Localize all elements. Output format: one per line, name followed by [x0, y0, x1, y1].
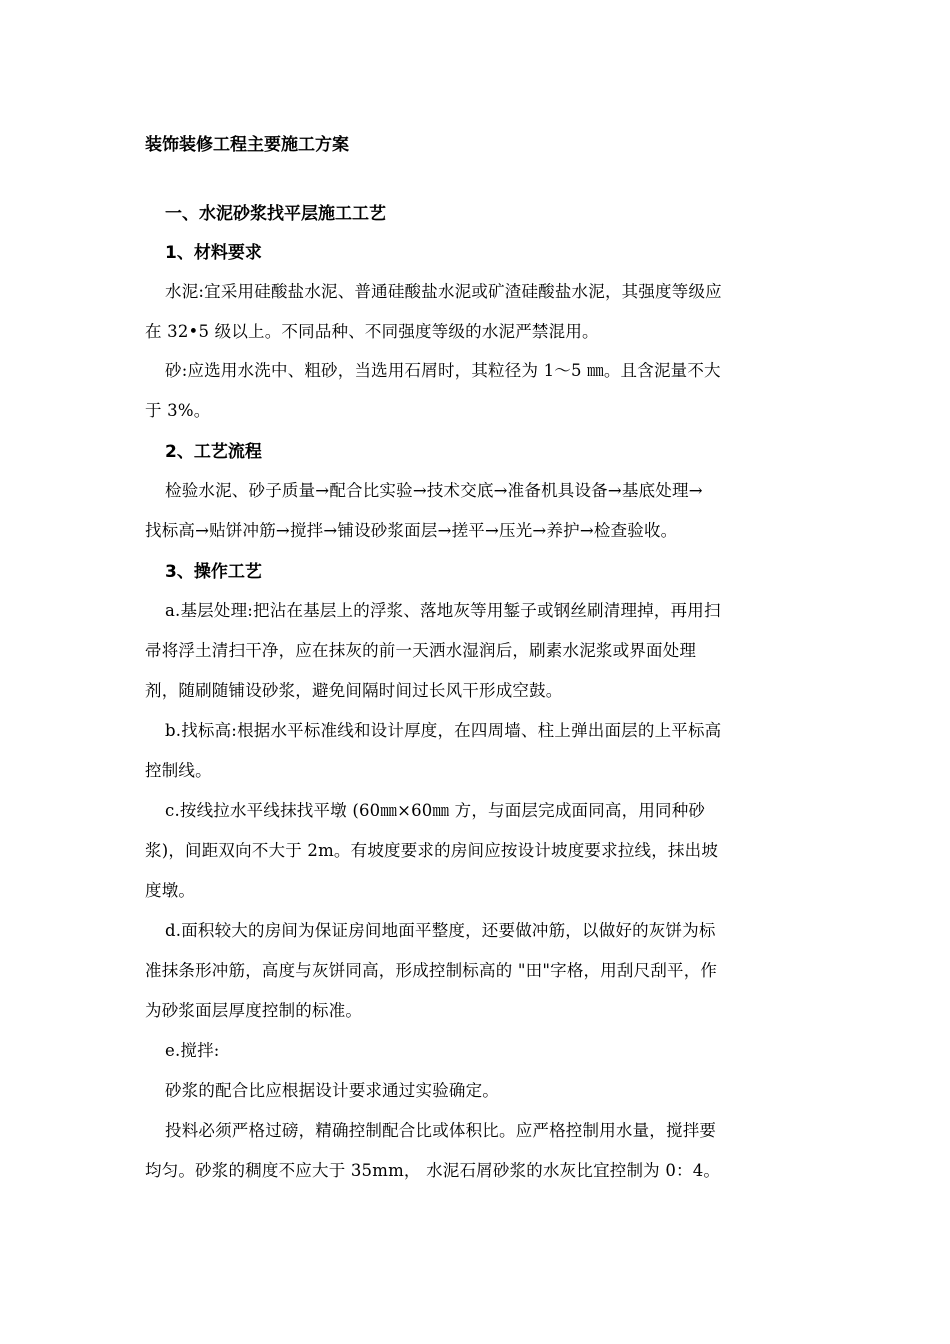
paragraph-b-line-1: b.找标高:根据水平标准线和设计厚度，在四周墙、柱上弹出面层的上平标高 [165, 721, 722, 740]
paragraph-c-line-2: 浆)，间距双向不大于 2m。有坡度要求的房间应按设计坡度要求拉线，抹出坡 [145, 841, 719, 860]
paragraph-flow-line-2: 找标高→贴饼冲筋→搅拌→铺设砂浆面层→搓平→压光→养护→检查验收。 [145, 521, 678, 540]
paragraph-e-line-1: e.搅拌: [165, 1041, 220, 1060]
document-title: 装饰装修工程主要施工方案 [145, 135, 349, 155]
paragraph-c-line-3: 度墩。 [145, 881, 196, 900]
subheading-operation: 3、操作工艺 [165, 562, 262, 582]
paragraph-d-line-2: 准抹条形冲筋，高度与灰饼同高，形成控制标高的 "田"字格，用刮尺刮平，作 [145, 961, 718, 980]
paragraph-a-line-2: 帚将浮土清扫干净，应在抹灰的前一天洒水湿润后，刷素水泥浆或界面处理 [145, 641, 697, 660]
paragraph-e-line-2: 砂浆的配合比应根据设计要求通过实验确定。 [165, 1081, 499, 1100]
paragraph-sand-line-1: 砂:应选用水洗中、粗砂，当选用石屑时，其粒径为 1～5 ㎜。且含泥量不大 [165, 361, 721, 380]
paragraph-e-line-3: 投料必须严格过磅，精确控制配合比或体积比。应严格控制用水量，搅拌要 [165, 1121, 717, 1140]
paragraph-sand-line-2: 于 3%。 [145, 401, 211, 420]
paragraph-e-line-4: 均匀。砂浆的稠度不应大于 35mm， 水泥石屑砂浆的水灰比宜控制为 0：4。 [145, 1161, 721, 1180]
subheading-process-flow: 2、工艺流程 [165, 442, 262, 462]
paragraph-d-line-3: 为砂浆面层厚度控制的标准。 [145, 1001, 363, 1020]
paragraph-d-line-1: d.面积较大的房间为保证房间地面平整度，还要做冲筋，以做好的灰饼为标 [165, 921, 716, 940]
paragraph-cement-line-1: 水泥:宜采用硅酸盐水泥、普通硅酸盐水泥或矿渣硅酸盐水泥，其强度等级应 [165, 282, 722, 301]
paragraph-flow-line-1: 检验水泥、砂子质量→配合比实验→技术交底→准备机具设备→基底处理→ [165, 481, 703, 500]
subheading-materials: 1、材料要求 [165, 243, 262, 263]
paragraph-b-line-2: 控制线。 [145, 761, 212, 780]
paragraph-cement-line-2: 在 32•5 级以上。不同品种、不同强度等级的水泥严禁混用。 [145, 322, 599, 341]
paragraph-a-line-3: 剂，随刷随铺设砂浆，避免间隔时间过长风干形成空鼓。 [145, 681, 563, 700]
paragraph-a-line-1: a.基层处理:把沾在基层上的浮浆、落地灰等用錾子或钢丝刷清理掉，再用扫 [165, 601, 721, 620]
section-heading-1: 一、水泥砂浆找平层施工工艺 [165, 204, 386, 224]
paragraph-c-line-1: c.按线拉水平线抹找平墩 (60㎜×60㎜ 方，与面层完成面同高，用同种砂 [165, 801, 706, 820]
